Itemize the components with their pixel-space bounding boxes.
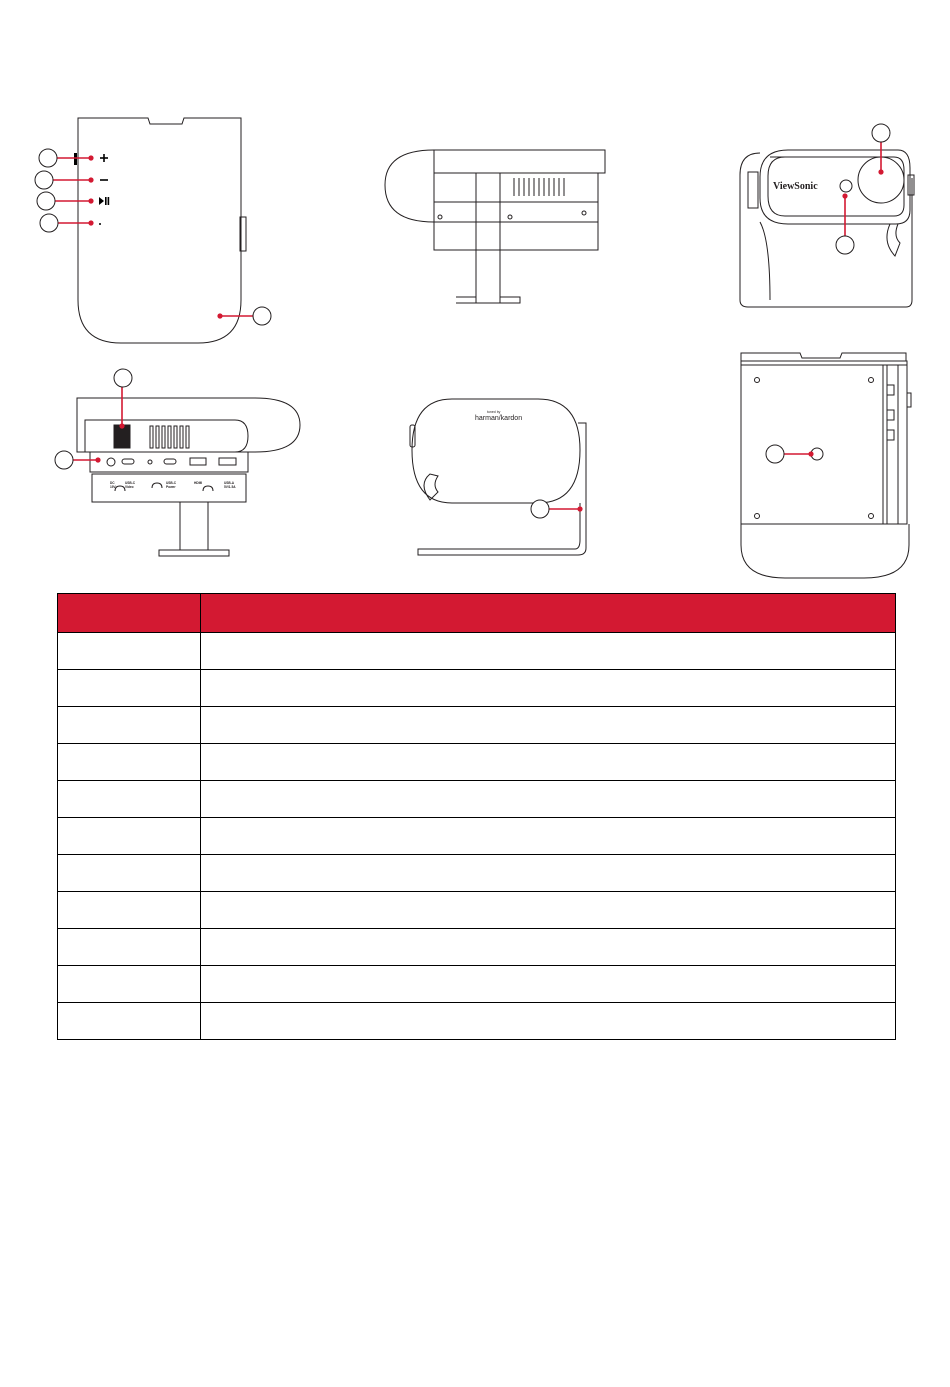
svg-text:USB-A: USB-A [224,481,235,485]
table-cell [201,707,896,744]
table-cell [58,707,201,744]
play-pause-icon [99,197,109,205]
hdmi-port-icon [190,458,206,465]
usb-c-port-icon [164,459,176,464]
table-cell [201,670,896,707]
table-row [58,707,896,744]
table-cell [201,929,896,966]
table-cell [201,744,896,781]
projector-diagram [0,0,950,590]
table-cell [58,929,201,966]
callout-circle [766,445,784,463]
table-header-row [58,594,896,633]
ir-sensor [840,180,852,192]
table-header-cell [201,594,896,633]
table-row [58,966,896,1003]
top-view [35,118,271,343]
svg-text:USB-C: USB-C [125,481,136,485]
svg-text:USB-C: USB-C [166,481,177,485]
callout-circle [35,149,271,325]
svg-text:5V/1.5A: 5V/1.5A [224,485,236,489]
front-view [740,124,914,307]
svg-text:Power: Power [166,485,176,489]
table-cell [58,966,201,1003]
table-cell [201,781,896,818]
table-cell [201,892,896,929]
callout-circle [836,124,890,254]
callout-circle [531,500,549,518]
table-cell [201,818,896,855]
table-row [58,929,896,966]
table-cell [58,818,201,855]
table-row [58,633,896,670]
plus-icon [100,154,108,162]
table-row [58,818,896,855]
spec-table [57,593,896,1040]
side-view [385,150,605,303]
vent-grille [150,426,189,448]
rear-view [55,369,300,556]
table-cell [58,855,201,892]
svg-text:HDMI: HDMI [194,481,203,485]
svg-text:19V: 19V [110,485,116,489]
table-row [58,1003,896,1040]
bottom-view [741,353,911,578]
table-cell [58,892,201,929]
table-cell [201,855,896,892]
usb-a-port-icon [219,458,236,465]
table-cell [58,1003,201,1040]
viewsonic-logo: ViewSonic [773,181,818,192]
table-cell [58,633,201,670]
vent-grille [514,178,564,196]
usb-c-port-icon [122,459,134,464]
svg-text:DC: DC [110,481,115,485]
table-row [58,892,896,929]
table-cell [201,633,896,670]
dc-port-icon [107,458,115,466]
table-header-cell [58,594,201,633]
table-cell [58,670,201,707]
table-cell [201,966,896,1003]
table-cell [201,1003,896,1040]
table-row [58,744,896,781]
callout-circle [55,369,132,469]
dot-icon [99,223,101,225]
table-cell [58,744,201,781]
harman-kardon-logo: harman/kardon [475,415,523,422]
table-cell [58,781,201,818]
harman-kardon-logo-small: tuned by [487,410,501,414]
speaker-side-view [410,399,586,555]
table-row [58,670,896,707]
table-row [58,781,896,818]
callout-lines-top-view [53,158,253,316]
table-row [58,855,896,892]
svg-text:Video: Video [125,485,134,489]
